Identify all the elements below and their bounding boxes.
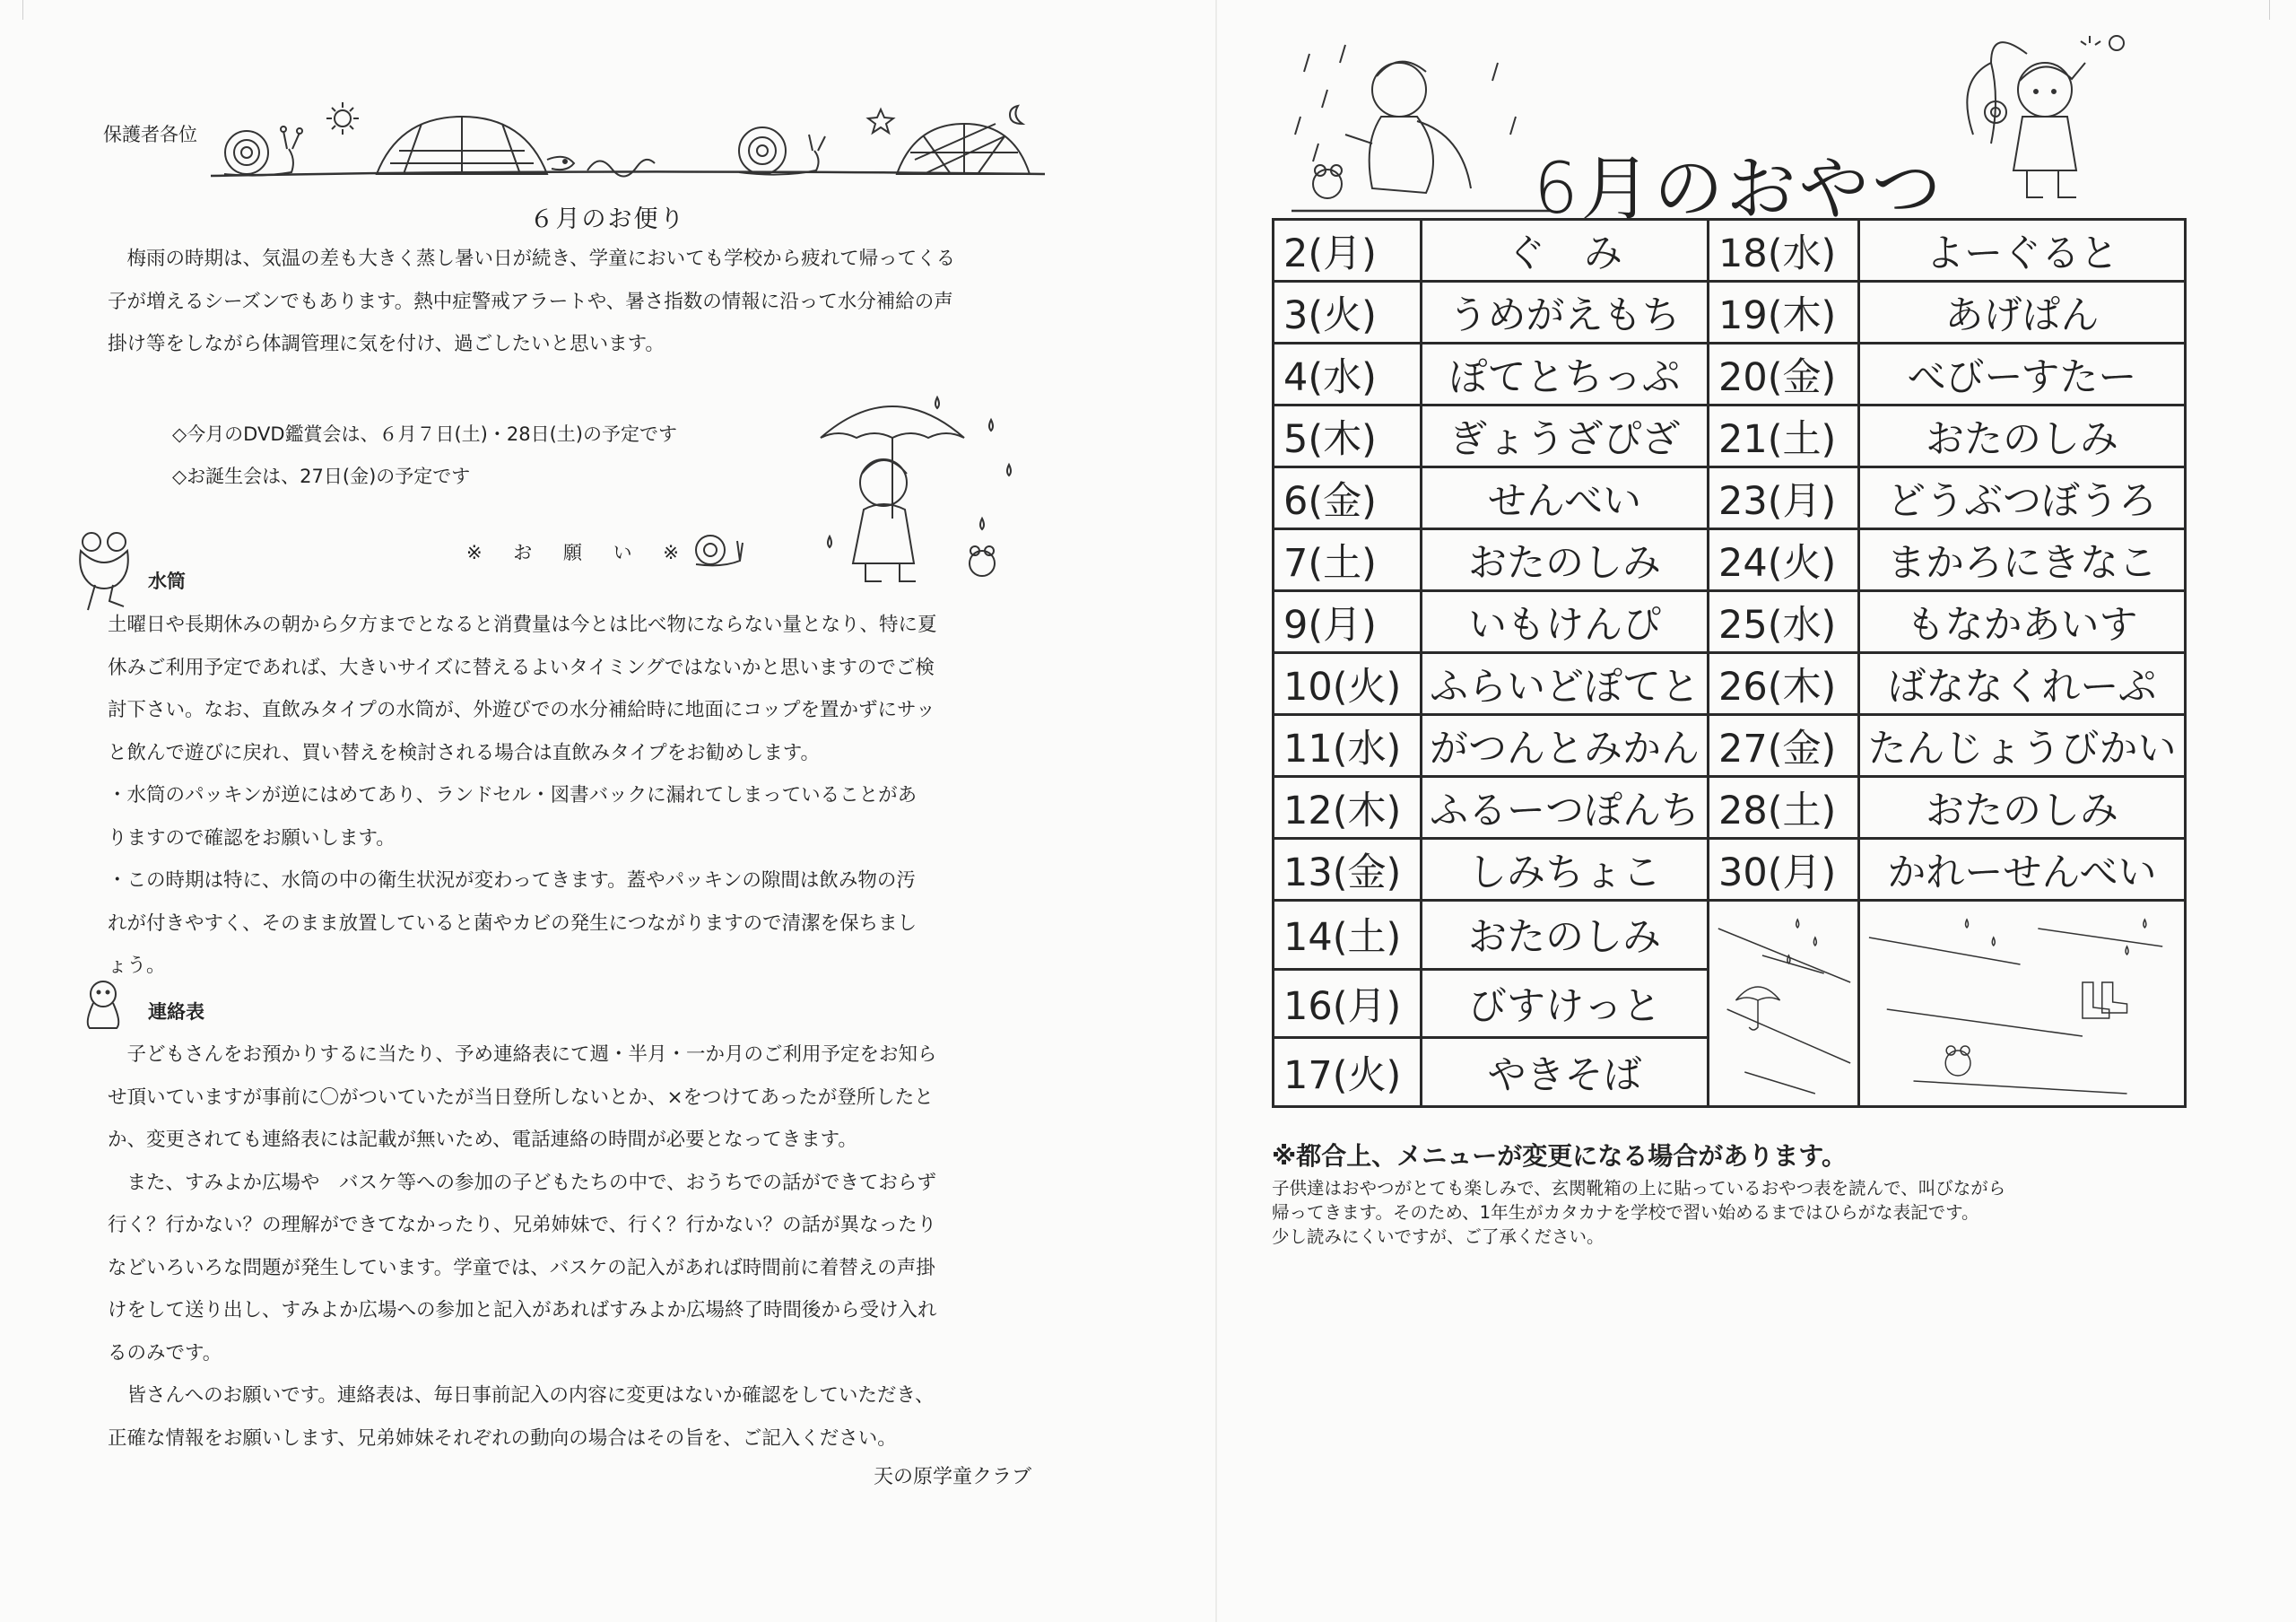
scan-mark <box>22 0 23 20</box>
menu-date: 20(金) <box>1709 344 1859 406</box>
menu-row <box>1274 591 2186 653</box>
notice-dvd: ◇今月のDVD鑑賞会は、６月７日(土)・28日(土)の予定です <box>172 423 677 445</box>
menu-note-line: 帰ってきます。そのため、1年生がカタカナを学校で習い始めるまではひらがな表記です。 <box>1272 1202 1979 1223</box>
club-signature: 天の原学童クラブ <box>873 1466 1031 1488</box>
menu-snack: おたのしみ <box>1422 901 1709 970</box>
renrakuhyo-paragraph <box>108 1033 1040 1460</box>
menu-snack: しみちょこ <box>1422 839 1709 901</box>
intro-line: 梅雨の時期は、気温の差も大きく蒸し暑い日が続き、学童においても学校から疲れて帰ってくる <box>126 248 956 270</box>
suito-line: 土曜日や長期休みの朝から夕方までとなると消費量は今とは比べ物にならない量となり、特に夏 <box>108 614 937 636</box>
menu-date: 26(木) <box>1709 653 1859 715</box>
frog-icon <box>74 529 136 615</box>
frog-icon <box>970 546 995 576</box>
suito-line: ょう。 <box>108 955 166 977</box>
suito-line: と飲んで遊びに戻れ、買い替えを検討される場合は直飲みタイプをお勧めします。 <box>108 741 820 764</box>
menu-date: 23(月) <box>1709 467 1859 529</box>
menu-date: 10(火) <box>1274 653 1422 715</box>
renrakuhyo-line: か、変更されても連絡表には記載が無いため、電話連絡の時間が必要となってきます。 <box>108 1129 857 1151</box>
menu-snack: いもけんぴ <box>1422 591 1709 653</box>
menu-snack: ぐ み <box>1422 220 1709 282</box>
menu-snack: どうぶつぼうろ <box>1859 467 2186 529</box>
umbrella-icon <box>1709 902 1857 1095</box>
request-heading: ※ お 願 い ※ <box>466 542 691 563</box>
worm-icon <box>587 160 655 177</box>
menu-snack: もなかあいす <box>1859 591 2186 653</box>
menu-snack: おたのしみ <box>1859 406 2186 467</box>
menu-date: 7(土) <box>1274 529 1422 591</box>
frog-icon <box>1313 165 1342 198</box>
menu-snack: やきそば <box>1422 1038 1709 1107</box>
menu-date: 27(金) <box>1709 715 1859 777</box>
renrakuhyo-line: 皆さんへのお願いです。連絡表は、毎日事前記入の内容に変更はないか確認をしていただき、 <box>126 1384 935 1407</box>
rain-illustration-cell <box>1859 901 2186 1107</box>
letter-title: ６月のお便り <box>529 205 686 233</box>
notice-birthday: ◇お誕生会は、27日(金)の予定です <box>172 466 471 487</box>
girl-leaf-illustration <box>1937 27 2135 215</box>
snail-icon <box>691 525 744 570</box>
page-fold <box>1215 0 1217 1622</box>
menu-date: 19(木) <box>1709 282 1859 344</box>
moon-icon <box>1010 106 1022 124</box>
menu-date: 5(木) <box>1274 406 1422 467</box>
renrakuhyo-line: 正確な情報をお願いします、兄弟姉妹それぞれの動向の場合はその旨を、ご記入ください。 <box>108 1426 897 1450</box>
suito-line: れが付きやすく、そのまま放置していると菌やカビの発生につながりますので清潔を保ちまし <box>108 911 918 935</box>
menu-date: 24(火) <box>1709 529 1859 591</box>
menu-snack: うめがえもち <box>1422 282 1709 344</box>
scan-mark <box>2269 0 2270 20</box>
menu-snack: べびーすたー <box>1859 344 2186 406</box>
suito-paragraph <box>108 604 1040 988</box>
sun-icon <box>326 102 359 135</box>
star-icon <box>868 109 893 133</box>
menu-snack: がつんとみかん <box>1422 715 1709 777</box>
renrakuhyo-line: るのみです。 <box>108 1341 222 1365</box>
suito-line: 討下さい。なお、直飲みタイプの水筒が、外遊びでの水分補給時に地面にコップを置かずにサッ <box>108 699 935 721</box>
suito-line: ・この時期は特に、水筒の中の衛生状況が変わってきます。蓋やパッキンの隙間は飲み物の汚 <box>108 869 916 892</box>
menu-note-line: 子供達はおやつがとても楽しみで、玄関靴箱の上に貼っているおやつ表を読んで、叫びながら <box>1272 1178 2006 1199</box>
menu-date: 9(月) <box>1274 591 1422 653</box>
renrakuhyo-line: などいろいろな問題が発生しています。学童では、バスケの記入があれば時間前に着替えの声掛 <box>108 1256 935 1279</box>
menu-row <box>1274 839 2186 901</box>
snack-menu-table <box>1272 218 2187 1108</box>
menu-snack: ふるーつぽんち <box>1422 777 1709 839</box>
rain-boots-icon <box>1860 902 2184 1095</box>
menu-row <box>1274 653 2186 715</box>
menu-snack: おたのしみ <box>1422 529 1709 591</box>
menu-snack: ぽてとちっぷ <box>1422 344 1709 406</box>
rain-illustration-cell <box>1709 901 1859 1107</box>
menu-date: 28(土) <box>1709 777 1859 839</box>
greeting: 保護者各位 <box>103 124 197 145</box>
renrakuhyo-line: 行く？行かない？の理解ができてなかったり、兄弟姉妹で、行く？行かない？の話が異なったり <box>108 1214 937 1236</box>
section-heading-renrakuhyo: 連絡表 <box>148 1001 204 1023</box>
menu-date: 12(木) <box>1274 777 1422 839</box>
menu-title: 6月のおやつ <box>1534 149 1944 230</box>
menu-date: 3(火) <box>1274 282 1422 344</box>
menu-snack: ぎょうざぴざ <box>1422 406 1709 467</box>
menu-date: 14(土) <box>1274 901 1422 970</box>
girl-umbrella-illustration <box>812 384 1027 590</box>
menu-date: 11(水) <box>1274 715 1422 777</box>
suito-line: ・水筒のパッキンが逆にはめてあり、ランドセル・図書バックに漏れてしまっていることがあ <box>108 784 918 807</box>
menu-date: 16(月) <box>1274 969 1422 1038</box>
menu-snack: おたのしみ <box>1859 777 2186 839</box>
menu-date: 25(水) <box>1709 591 1859 653</box>
menu-row <box>1274 467 2186 529</box>
snail-icon <box>739 127 825 175</box>
renrakuhyo-line: せ頂いていますが事前に〇がついていたが当日登所しないとか、×をつけてあったが登所したと <box>108 1086 934 1109</box>
menu-row <box>1274 282 2186 344</box>
menu-snack: かれーせんべい <box>1859 839 2186 901</box>
menu-row <box>1274 777 2186 839</box>
menu-date: 21(土) <box>1709 406 1859 467</box>
snail-icon <box>224 126 302 176</box>
menu-row <box>1274 715 2186 777</box>
menu-date: 18(水) <box>1709 220 1859 282</box>
menu-row <box>1274 901 2186 970</box>
boy-raincoat-illustration <box>1292 36 1561 215</box>
menu-row <box>1274 220 2186 282</box>
renrakuhyo-line: けをして送り出し、すみよか広場への参加と記入があればすみよか広場終了時間後から受け入れ <box>108 1299 937 1321</box>
suito-line: 休みご利用予定であれば、大きいサイズに替えるよいタイミングではないかと思いますのでご検 <box>108 656 935 679</box>
teru-teru-bozu-icon <box>81 978 126 1032</box>
intro-line: 子が増えるシーズンでもあります。熱中症警戒アラートや、暑さ指数の情報に沿って水分補給の声 <box>108 290 953 313</box>
intro-line: 掛け等をしながら体調管理に気を付け、過ごしたいと思います。 <box>108 333 665 355</box>
turtle-icon <box>377 117 574 174</box>
menu-snack: ばななくれーぷ <box>1859 653 2186 715</box>
menu-change-notice: ※都合上、メニューが変更になる場合があります。 <box>1272 1141 1847 1171</box>
menu-row <box>1274 344 2186 406</box>
menu-snack: せんべい <box>1422 467 1709 529</box>
menu-snack: まかろにきなこ <box>1859 529 2186 591</box>
menu-snack: あげぱん <box>1859 282 2186 344</box>
menu-snack: びすけっと <box>1422 969 1709 1038</box>
menu-date: 30(月) <box>1709 839 1859 901</box>
menu-date: 4(水) <box>1274 344 1422 406</box>
intro-paragraph <box>108 238 1040 366</box>
menu-date: 2(月) <box>1274 220 1422 282</box>
banner-illustration <box>206 97 1049 187</box>
menu-date: 6(金) <box>1274 467 1422 529</box>
menu-snack: ふらいどぽてと <box>1422 653 1709 715</box>
renrakuhyo-line: 子どもさんをお預かりするに当たり、予め連絡表にて週・半月・一か月のご利用予定をお知ら <box>126 1043 937 1066</box>
menu-row <box>1274 406 2186 467</box>
menu-note-line: 少し読みにくいですが、ご了承ください。 <box>1272 1226 1605 1247</box>
turtle-icon <box>897 124 1030 174</box>
menu-row <box>1274 529 2186 591</box>
menu-snack: たんじょうびかい <box>1859 715 2186 777</box>
menu-snack: よーぐると <box>1859 220 2186 282</box>
suito-line: りますので確認をお願いします。 <box>108 826 396 850</box>
menu-date: 13(金) <box>1274 839 1422 901</box>
renrakuhyo-line: また、すみよか広場や バスケ等への参加の子どもたちの中で、おうちでの話ができておらず <box>126 1171 936 1194</box>
menu-date: 17(火) <box>1274 1038 1422 1107</box>
section-heading-suito: 水筒 <box>148 571 186 592</box>
